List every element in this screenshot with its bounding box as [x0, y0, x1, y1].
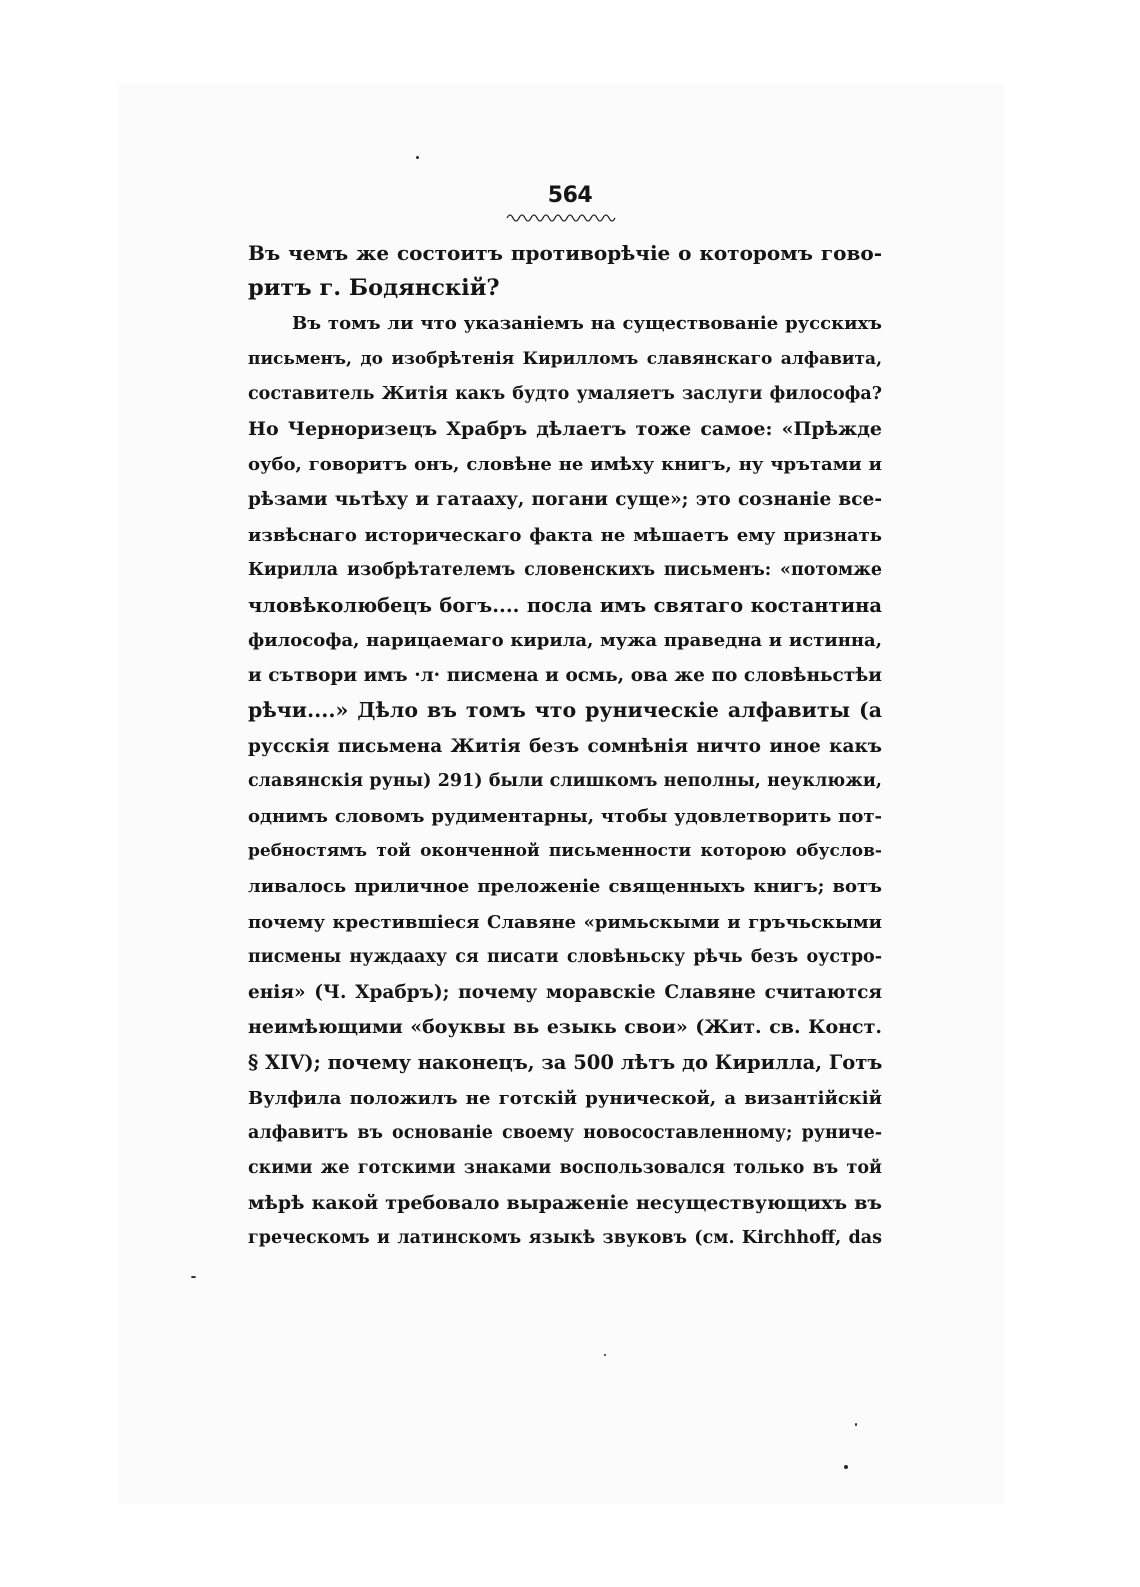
- text-line: ребностямъ той оконченной письменности которою обуслов-: [248, 841, 882, 862]
- text-line: Но Черноризецъ Храбръ дѣлаетъ тоже самое: «Прѣжде: [248, 417, 882, 440]
- text-line: письменъ, до изобрѣтенія Кирилломъ славянскаго алфавита,: [248, 348, 882, 369]
- text-line: философа, нарицаемаго кирила, мужа праведна и истинна,: [248, 630, 882, 652]
- text-line: славянскія руны) 291) были слишкомъ неполны, неуклюжи,: [248, 770, 882, 791]
- text-line: рѣчи....» Дѣло въ томъ что руническіе алфавиты (а: [248, 698, 882, 723]
- text-line: Въ чемъ же состоитъ противорѣчіе о которомъ гово-: [248, 241, 882, 265]
- scan-speck: [191, 1276, 196, 1278]
- text-line: § XIV); почему наконецъ, за 500 лѣтъ до Кирилла, Готъ: [248, 1051, 883, 1075]
- text-line: неимѣющими «боуквы вь езыкь свои» (Жит. св. Конст.: [248, 1016, 882, 1039]
- scan-speck: [844, 1465, 848, 1469]
- text-line: почему крестившіеся Славяне «римьскыми и гръчьскыми: [248, 911, 882, 933]
- text-line: Кирилла изобрѣтателемъ словенскихъ письменъ: «потомже: [248, 559, 882, 580]
- text-line: алфавитъ въ основаніе своему новосоставленному; руниче-: [248, 1122, 882, 1143]
- text-line: греческомъ и латинскомъ языкѣ звуковъ (см. Kirchhoff, das: [248, 1228, 882, 1249]
- text-line: чловѣколюбецъ богъ.... посла имъ святаго костантина: [248, 593, 882, 617]
- text-line: и сътвори имъ ·л· писмена и осмь, ова же по словѣньстѣи: [248, 665, 882, 687]
- text-line: ливалось приличное преложеніе священныхъ книгъ; вотъ: [248, 876, 882, 898]
- text-line: Вулфила положилъ не готскій рунической, а византійскій: [248, 1087, 882, 1109]
- text-line: русскія письмена Житія безъ сомнѣнія ничто иное какъ: [248, 735, 882, 757]
- text-line: составитель Житія какъ будто умаляетъ заслуги философа?: [248, 383, 882, 404]
- scan-speck: [416, 156, 419, 159]
- text-line: рѣзами чьтѣху и гатааху, погани суще»; это сознаніе все-: [248, 489, 882, 511]
- text-line: извѣснаго историческаго факта не мѣшаетъ ему признать: [248, 524, 882, 546]
- text-line: енія» (Ч. Храбръ); почему моравскіе Славяне считаются: [248, 981, 882, 1003]
- text-line: ритъ г. Бодянскій?: [248, 275, 500, 302]
- text-line: мѣрѣ какой требовало выраженіе несуществующихъ въ: [248, 1192, 882, 1215]
- body-text: [248, 236, 882, 1256]
- text-line: скими же готскими знаками воспользовался только въ той: [248, 1157, 882, 1178]
- text-line: Въ томъ ли что указаніемъ на существованіе русскихъ: [292, 313, 882, 335]
- text-line: однимъ словомъ рудиментарны, чтобы удовлетворить пот-: [248, 806, 882, 827]
- scan-speck: [855, 1423, 857, 1426]
- page-number: 564: [547, 183, 593, 208]
- ornamental-wave-rule: [505, 210, 617, 222]
- scan-speck: [604, 1354, 606, 1356]
- text-line: оубо, говоритъ онъ, словѣне не имѣху книгъ, ну чрътами и: [248, 454, 882, 476]
- text-line: писмены нуждааху ся писати словѣньску рѣчь безъ оустро-: [248, 946, 882, 967]
